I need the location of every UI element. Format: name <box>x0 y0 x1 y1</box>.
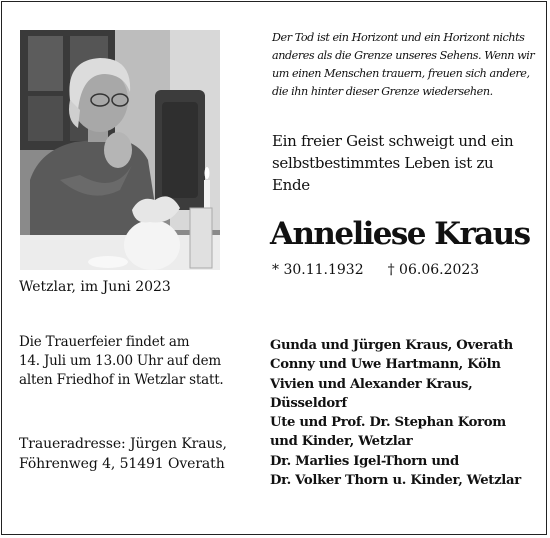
quote-line: Der Tod ist ein Horizont und ein Horizont nichts <box>272 31 525 44</box>
life-dates <box>272 260 479 280</box>
mourner-line: Düsseldorf <box>270 395 347 411</box>
death-date: † 06.06.2023 <box>387 262 480 278</box>
mourner-line: Conny und Uwe Hartmann, Köln <box>270 357 501 373</box>
mourner-line: Vivien und Alexander Kraus, <box>270 376 473 392</box>
motto-line: Ein freier Geist schweigt und ein <box>272 132 514 150</box>
quote-line: um einen Menschen trauern, freuen sich andere, <box>272 67 530 80</box>
funeral-line: alten Friedhof in Wetzlar statt. <box>19 372 224 388</box>
funeral-line: 14. Juli um 13.00 Uhr auf dem <box>19 353 221 369</box>
motto <box>272 130 513 196</box>
farewell-quote <box>272 29 535 101</box>
funeral-info <box>19 333 224 390</box>
address-line: Föhrenweg 4, 51491 Overath <box>19 456 225 472</box>
mourner-line: Gunda und Jürgen Kraus, Overath <box>270 338 513 353</box>
quote-line: die ihn hinter dieser Grenze wiedersehen. <box>272 85 493 98</box>
portrait-photo <box>20 30 220 270</box>
mourner-line: Dr. Marlies Igel-Thorn und <box>270 453 459 469</box>
quote-line: anderes als die Grenze unseres Sehens. Wenn wir <box>272 49 535 62</box>
mourning-address <box>19 434 227 474</box>
motto-line: selbstbestimmtes Leben ist zu <box>272 154 494 172</box>
mourner-line: Ute und Prof. Dr. Stephan Korom <box>270 415 506 431</box>
mourner-line: und Kinder, Wetzlar <box>270 434 413 450</box>
place-and-date: Wetzlar, im Juni 2023 <box>19 279 171 295</box>
address-line: Traueradresse: Jürgen Kraus, <box>19 436 227 452</box>
mourners-list <box>270 336 521 490</box>
funeral-line: Die Trauerfeier findet am <box>19 334 190 350</box>
mourner-line: Dr. Volker Thorn u. Kinder, Wetzlar <box>270 473 521 489</box>
birth-date: * 30.11.1932 <box>272 262 364 278</box>
motto-line: Ende <box>272 176 310 194</box>
deceased-name: Anneliese Kraus <box>270 216 530 252</box>
